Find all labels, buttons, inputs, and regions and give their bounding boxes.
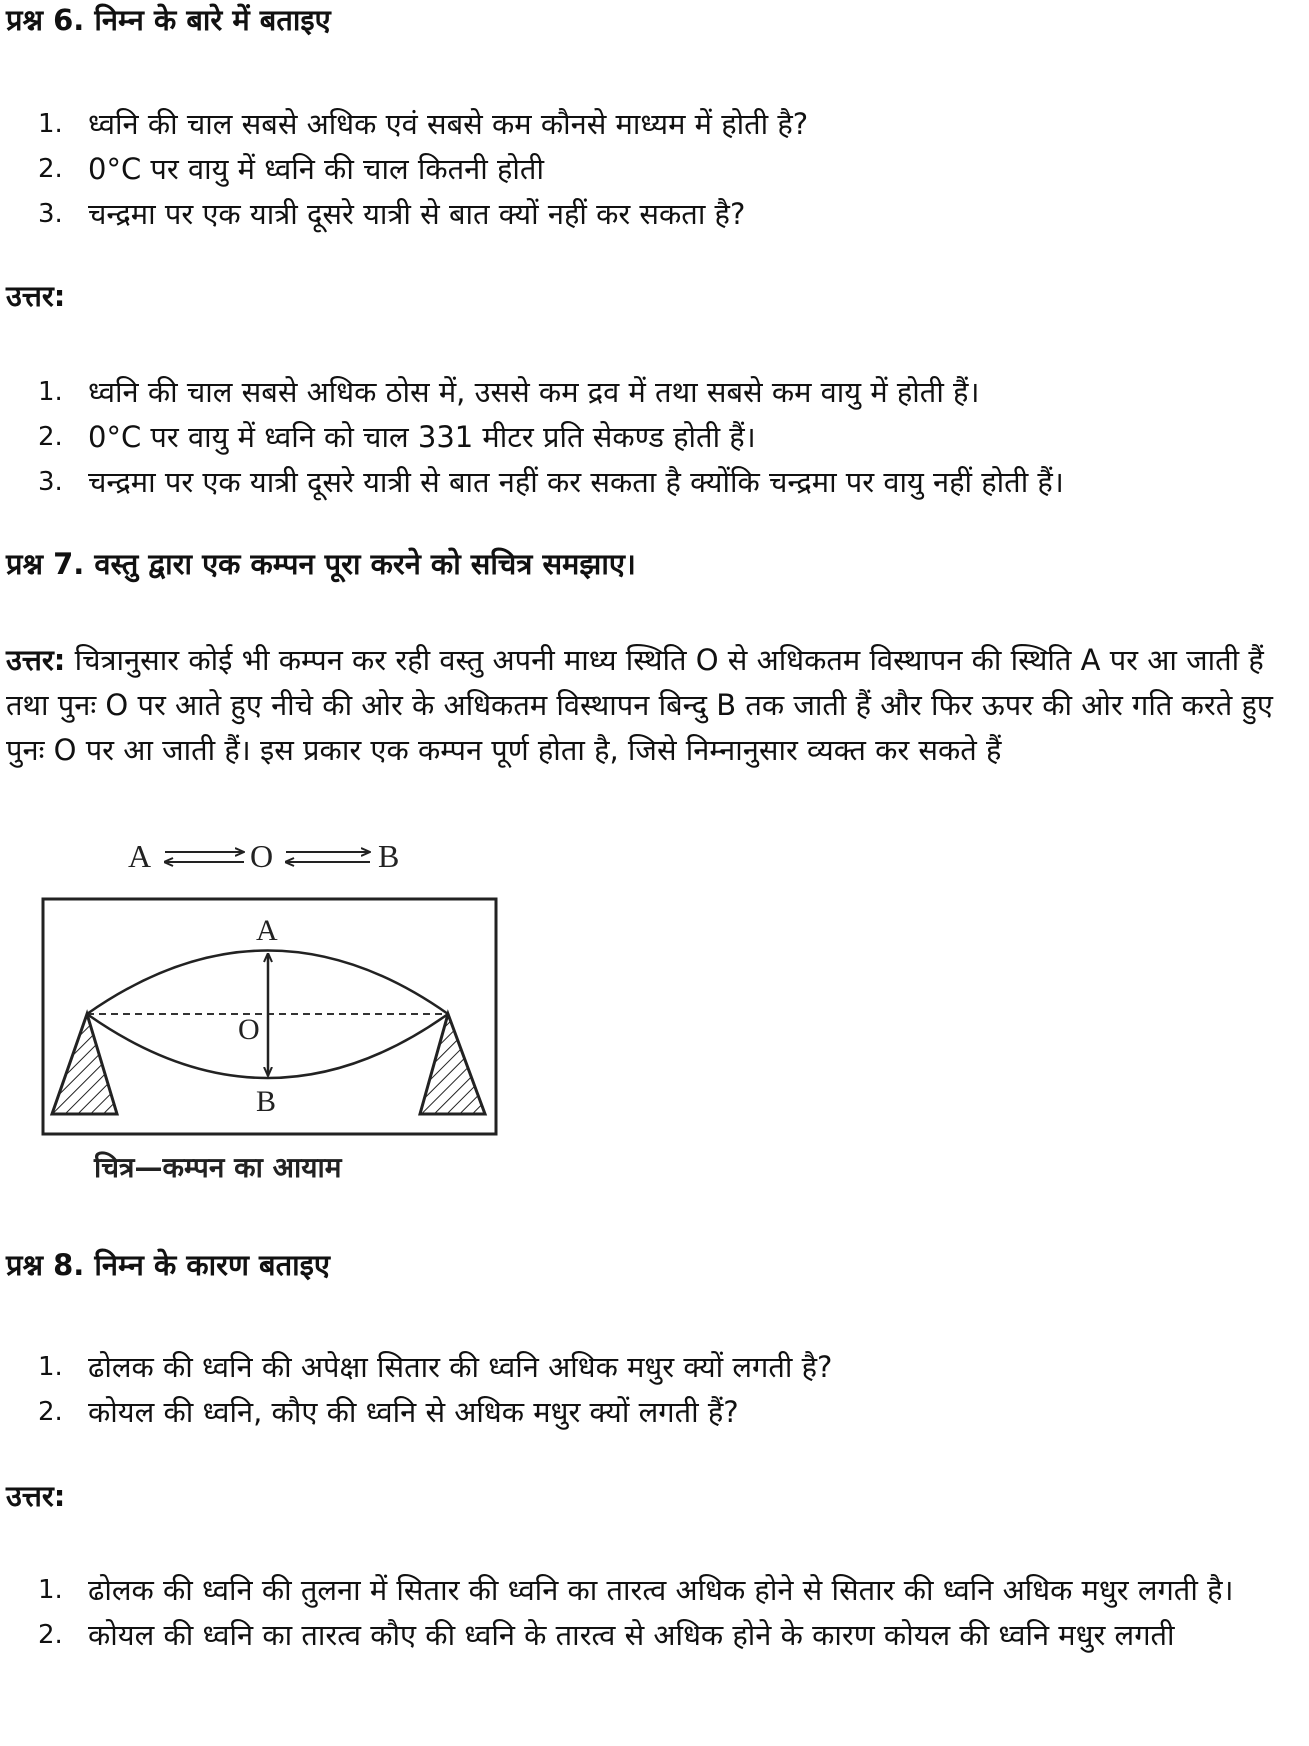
list-item	[0, 1390, 1288, 1435]
list-item	[0, 102, 1288, 147]
list-text: कोयल की ध्वनि का तारत्व कौए की ध्वनि के तारत्व से अधिक होने के कारण कोयल की ध्वनि मधुर लगती	[88, 1618, 1175, 1652]
figure-caption: चित्र—कम्पन का आयाम	[94, 1151, 342, 1184]
list-number: 3.	[38, 199, 63, 229]
list-item	[0, 1613, 1288, 1658]
label-a: A	[256, 914, 278, 947]
sequence-label-a: A	[128, 838, 152, 874]
list-text: ध्वनि की चाल सबसे अधिक ठोस में, उससे कम द्रव में तथा सबसे कम वायु में होती हैं।	[88, 375, 980, 409]
question-8-list	[0, 1345, 1288, 1435]
question-6-list	[0, 102, 1288, 237]
question-7-title: प्रश्न 7. वस्तु द्वारा एक कम्पन पूरा करने को सचित्र समझाए।	[6, 547, 636, 581]
sequence-label-o: O	[250, 838, 274, 874]
list-number: 2.	[38, 1397, 63, 1427]
list-text: कोयल की ध्वनि, कौए की ध्वनि से अधिक मधुर क्यों लगती हैं?	[88, 1395, 739, 1429]
list-text: ध्वनि की चाल सबसे अधिक एवं सबसे कम कौनसे माध्यम में होती है?	[88, 107, 809, 141]
question-7-answer-text: चित्रानुसार कोई भी कम्पन कर रही वस्तु अपनी माध्य स्थिति O से अधिकतम विस्थापन की स्थिति A पर आ जाती हैं तथा पुनः O पर आते हुए नीचे की ओर के अधिकतम विस्थापन बिन्दु B तक जाती हैं और फिर ऊपर की ओर गति करते हुए पुनः O पर आ जाती हैं। इस प्रकार एक कम्पन पूर्ण होता है, जिसे निम्नानुसार व्यक्त कर सकते हैं	[6, 643, 1273, 767]
question-6-answer-label: उत्तर:	[6, 279, 66, 313]
list-number: 3.	[38, 467, 63, 497]
list-number: 1.	[38, 377, 63, 407]
list-number: 2.	[38, 422, 63, 452]
list-number: 2.	[38, 154, 63, 184]
question-6-title: प्रश्न 6. निम्न के बारे में बताइए	[6, 3, 331, 37]
question-6-answer-list	[0, 370, 1288, 505]
vibration-diagram	[0, 822, 540, 1194]
list-item	[0, 460, 1288, 505]
list-text: 0°C पर वायु में ध्वनि को चाल 331 मीटर प्रति सेकण्ड होती हैं।	[88, 420, 756, 454]
question-7-answer	[6, 638, 1306, 773]
list-number: 1.	[38, 109, 63, 139]
list-number: 2.	[38, 1620, 63, 1650]
list-number: 1.	[38, 1352, 63, 1382]
list-item	[0, 147, 1288, 192]
list-text: ढोलक की ध्वनि की अपेक्षा सितार की ध्वनि अधिक मधुर क्यों लगती है?	[88, 1350, 833, 1384]
question-7-answer-label: उत्तर:	[6, 643, 66, 677]
question-8-answer-list	[0, 1568, 1288, 1658]
label-b: B	[256, 1085, 277, 1118]
list-text: 0°C पर वायु में ध्वनि की चाल कितनी होती	[88, 152, 544, 186]
list-item	[0, 415, 1288, 460]
left-support	[52, 1014, 117, 1114]
list-text: चन्द्रमा पर एक यात्री दूसरे यात्री से बात क्यों नहीं कर सकता है?	[88, 197, 746, 231]
label-o: O	[238, 1013, 260, 1046]
vibration-figure	[0, 822, 540, 1194]
question-8-answer-label: उत्तर:	[6, 1479, 66, 1513]
list-item	[0, 192, 1288, 237]
list-number: 1.	[38, 1575, 63, 1605]
list-item	[0, 370, 1288, 415]
right-support	[420, 1014, 485, 1114]
list-text: ढोलक की ध्वनि की तुलना में सितार की ध्वनि का तारत्व अधिक होने से सितार की ध्वनि अधिक मधुर लगती है।	[88, 1573, 1234, 1607]
list-item	[0, 1345, 1288, 1390]
list-text: चन्द्रमा पर एक यात्री दूसरे यात्री से बात नहीं कर सकता है क्योंकि चन्द्रमा पर वायु नहीं होती हैं।	[88, 465, 1064, 499]
question-8-title: प्रश्न 8. निम्न के कारण बताइए	[6, 1248, 330, 1282]
sequence-label-b: B	[378, 838, 400, 874]
list-item	[0, 1568, 1288, 1613]
